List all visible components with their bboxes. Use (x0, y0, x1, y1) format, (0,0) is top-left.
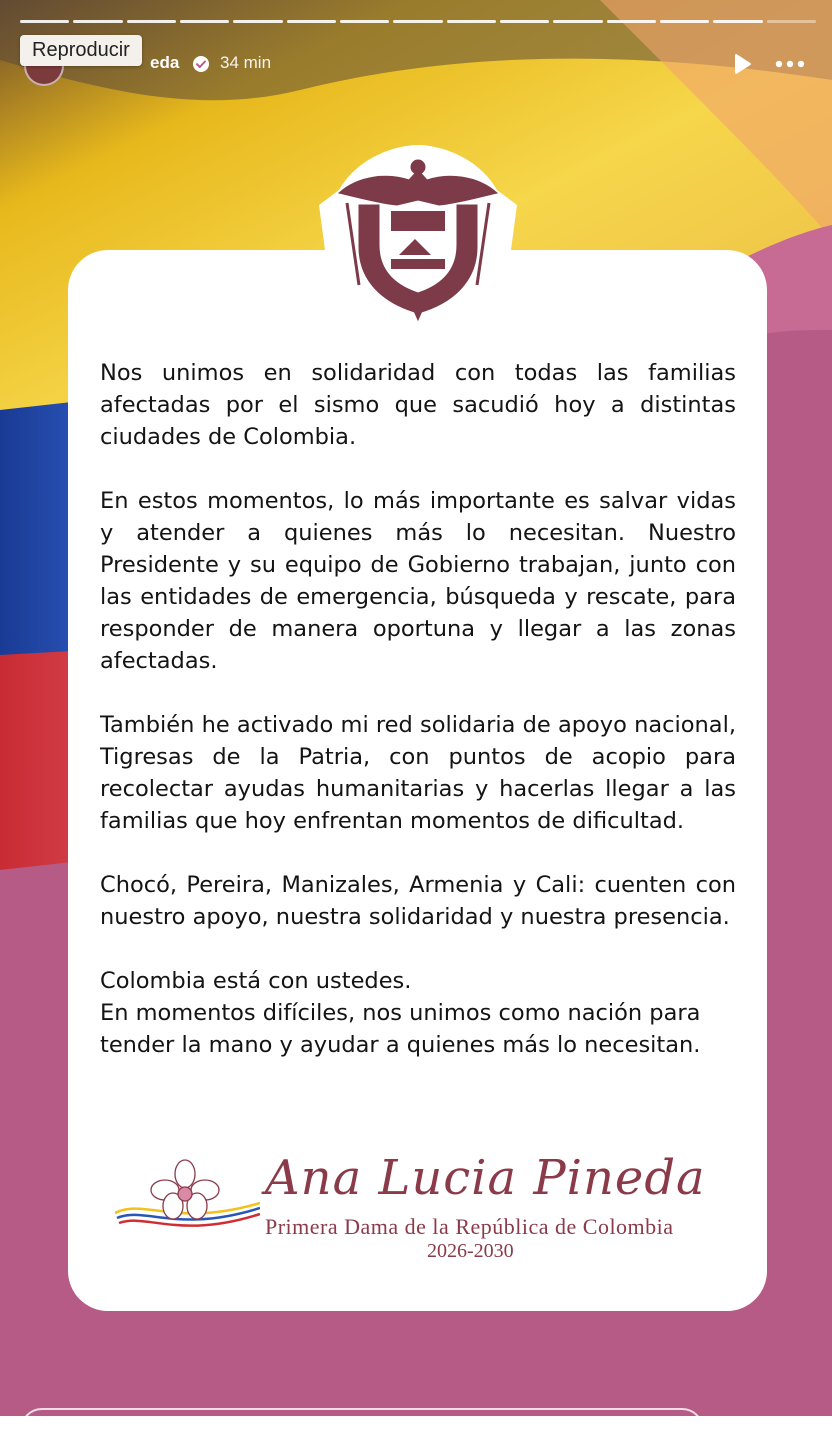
progress-segment (73, 20, 122, 23)
more-options-icon[interactable] (774, 52, 806, 76)
story-progress-bar (20, 20, 816, 23)
paragraph-4: Chocó, Pereira, Manizales, Armenia y Cali: cuenten con nuestro apoyo, nuestra solidaridad y nuestra presencia. (100, 872, 736, 930)
signature-block (115, 1150, 715, 1270)
signature-title: Primera Dama de la República de Colombia (265, 1214, 674, 1239)
reply-input[interactable] (20, 1408, 704, 1452)
progress-segment (287, 20, 336, 23)
statement-text (100, 357, 736, 1061)
progress-segment (180, 20, 229, 23)
progress-segment (713, 20, 762, 23)
paragraph-5 (100, 965, 736, 1061)
progress-segment (447, 20, 496, 23)
signature-years: 2026-2030 (427, 1240, 514, 1262)
verified-badge-icon (192, 55, 210, 73)
progress-segment (127, 20, 176, 23)
progress-segment (553, 20, 602, 23)
closing-line-1: Colombia está con ustedes. (100, 968, 412, 994)
post-time: 34 min (220, 53, 272, 72)
progress-segment (340, 20, 389, 23)
username[interactable]: eda (150, 53, 180, 72)
progress-segment (20, 20, 69, 23)
coat-of-arms-emblem (319, 145, 517, 325)
progress-segment (767, 20, 816, 23)
paragraph-3: También he activado mi red solidaria de apoyo nacional, Tigresas de la Patria, con puntos de acopio para recolectar ayudas humanitarias y hacerlas llegar a las familias que hoy enfrentan momentos de dificultad. (100, 712, 736, 834)
paragraph-2: En estos momentos, lo más importante es salvar vidas y atender a quienes más lo necesitan. Nuestro Presidente y su equipo de Gobierno trabajan, junto con las entidades de emergencia, búsqueda y rescate, para responder de manera oportuna y llegar a las zonas afectadas. (100, 488, 736, 674)
progress-segment (393, 20, 442, 23)
paragraph-1: Nos unimos en solidaridad con todas las familias afectadas por el sismo que sacudió hoy a distintas ciudades de Colombia. (100, 360, 736, 450)
closing-line-2: En momentos difíciles, nos unimos como nación para tender la mano y ayudar a quienes más lo necesitan. (100, 1000, 701, 1058)
play-tooltip: Reproducir (20, 35, 142, 66)
progress-segment (500, 20, 549, 23)
progress-segment (607, 20, 656, 23)
progress-segment (233, 20, 282, 23)
signature-name: Ana Lucia Pineda (265, 1150, 706, 1206)
play-icon[interactable] (730, 52, 754, 76)
progress-segment (660, 20, 709, 23)
orchid-logo (115, 1158, 260, 1248)
